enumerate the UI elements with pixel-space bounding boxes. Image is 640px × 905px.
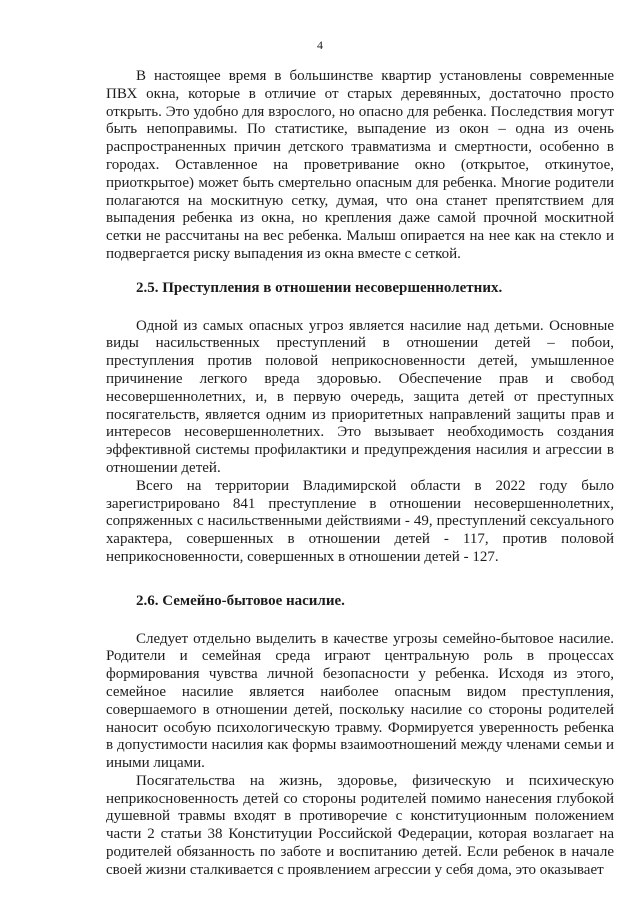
- page-number: 4: [317, 38, 323, 52]
- section-heading-2-5: 2.5. Преступления в отношении несовершеннолетних.: [136, 279, 503, 296]
- page-content: [106, 68, 614, 880]
- section-2-6-paragraph-2: Посягательства на жизнь, здоровье, физическую и психическую неприкосновенность детей со стороны родителей помимо нанесения глубокой душевной травмы входят в противоречие с конституционным положением части 2 статьи 38 Конституции Российской Федерации, которая возлагает на родителей обязанность по заботе и воспитанию детей. Если ребенок в начале своей жизни сталкивается с проявлением агрессии у себя дома, это оказывает: [106, 772, 614, 878]
- section-2-5-paragraph-1: Одной из самых опасных угроз является насилие над детьми. Основные виды насильственных преступлений в отношении детей – побои, преступления против половой неприкосновенности детей, умышленное причинение легкого вреда здоровью. Обеспечение прав и свобод несовершеннолетних, и, в первую очередь, защита детей от преступных посягательств, является одним из приоритетных направлений защиты прав и интересов несовершеннолетних. Это вызывает необходимость создания эффективной системы профилактики и предупреждения насилия и агрессии в отношении детей.: [106, 317, 614, 476]
- section-heading-2-6: 2.6. Семейно-бытовое насилие.: [136, 592, 345, 609]
- intro-paragraph: В настоящее время в большинстве квартир установлены современные ПВХ окна, которые в отличие от старых деревянных, достаточно просто открыть. Это удобно для взрослого, но опасно для ребенка. Последствия могут быть непоправимы. По статистике, выпадение из окон – одна из очень распространенных причин детского травматизма и смертности, особенно в городах. Оставленное на проветривание окно (открытое, откинутое, приоткрытое) может быть смертельно опасным для ребенка. Многие родители полагаются на москитную сетку, думая, что она станет препятствием для выпадения ребенка из окна, но крепления даже самой прочной москитной сетки не рассчитаны на вес ребенка. Малыш опирается на нее как на стекло и подвергается риску выпадения из окна вместе с сеткой.: [106, 68, 614, 262]
- section-2-5-paragraph-2: Всего на территории Владимирской области в 2022 году было зарегистрировано 841 преступление в отношении несовершеннолетних, сопряженных с насильственными действиями - 49, преступлений сексуального характера, совершенных в отношении детей - 117, против половой неприкосновенности, совершенных в отношении детей - 127.: [106, 477, 614, 565]
- section-2-6-paragraph-1: Следует отдельно выделить в качестве угрозы семейно-бытовое насилие. Родители и семейная среда играют центральную роль в процессах формирования чувства личной безопасности у ребенка. Исходя из этого, семейное насилие является наиболее опасным видом преступления, совершаемого в отношении детей, поскольку насилие со стороны родителей наносит особую психологическую травму. Формируется уверенность ребенка в допустимости насилия как формы взаимоотношений между членами семьи и иными лицами.: [106, 630, 614, 772]
